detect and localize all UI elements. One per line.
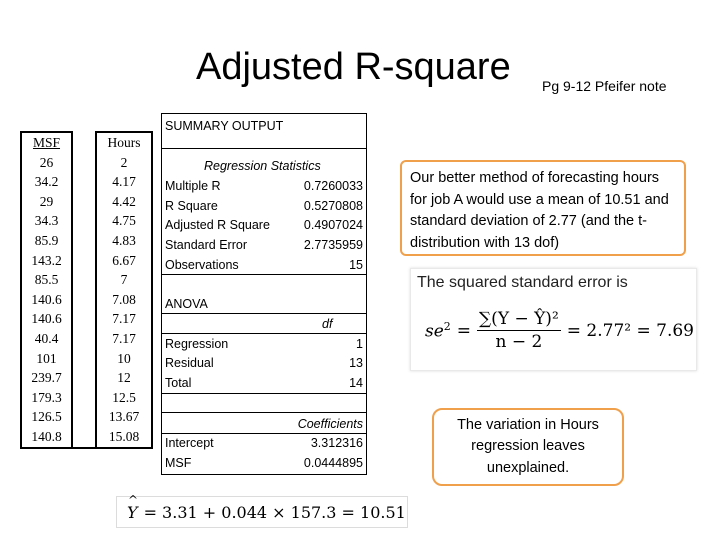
formula-lhs-exponent: 2 [443, 319, 451, 333]
coefficients-heading: Coefficients [297, 417, 363, 431]
regression-statistics-heading: Regression Statistics [204, 159, 321, 173]
reg-stat-label: Multiple R [165, 179, 221, 193]
hours-cell: 7.08 [96, 290, 152, 310]
page-title: Adjusted R-square [196, 46, 511, 88]
data-table-header-row [21, 132, 152, 153]
msf-cell: 26 [21, 153, 72, 173]
squared-error-formula [425, 309, 694, 352]
reg-stat-label: Standard Error [165, 238, 247, 252]
table-row [21, 309, 152, 329]
summary-heading: SUMMARY OUTPUT [165, 119, 284, 133]
variation-callout: The variation in Hours regression leaves unexplained. [432, 408, 624, 486]
msf-cell: 101 [21, 349, 72, 369]
anova-row-label: Residual [165, 356, 214, 370]
hours-cell: 4.75 [96, 211, 152, 231]
table-row [21, 172, 152, 192]
table-row [21, 329, 152, 349]
y-hat-symbol: ^ Y [127, 503, 138, 522]
hours-column-header: Hours [96, 132, 152, 153]
anova-heading: ANOVA [165, 297, 208, 311]
data-table-body [21, 153, 152, 448]
hours-cell: 4.17 [96, 172, 152, 192]
formula-result: = 2.77² = 7.69 [566, 320, 694, 341]
reg-stat-label: Adjusted R Square [165, 218, 270, 232]
msf-cell: 40.4 [21, 329, 72, 349]
msf-cell: 179.3 [21, 388, 72, 408]
reg-stat-label: Observations [165, 258, 239, 272]
summary-output-table [161, 113, 367, 475]
reg-stat-value: 0.4907024 [303, 218, 363, 232]
msf-cell: 29 [21, 192, 72, 212]
coefficient-label: Intercept [165, 436, 214, 450]
hours-cell: 7.17 [96, 329, 152, 349]
reg-stat-value: 0.5270808 [303, 199, 363, 213]
prediction-equation [116, 496, 408, 528]
table-row [21, 251, 152, 271]
hours-cell: 2 [96, 153, 152, 173]
msf-column-header: MSF [21, 132, 72, 153]
msf-cell: 126.5 [21, 407, 72, 427]
msf-cell: 34.3 [21, 211, 72, 231]
prediction-expression: = 3.31 + 0.044 × 157.3 = 10.51 [143, 502, 406, 522]
table-row [21, 290, 152, 310]
formula-numerator: ∑(Y − Ŷ)² [479, 309, 559, 329]
reg-stat-label: R Square [165, 199, 218, 213]
data-table [20, 131, 153, 449]
reg-stat-value: 0.7260033 [303, 179, 363, 193]
msf-cell: 85.5 [21, 270, 72, 290]
anova-row-value: 14 [349, 376, 363, 390]
df-heading: df [322, 317, 333, 331]
hours-cell: 10 [96, 349, 152, 369]
formula-equals: = [456, 320, 472, 341]
hours-cell: 4.42 [96, 192, 152, 212]
table-row [21, 211, 152, 231]
coefficient-value: 0.0444895 [303, 456, 363, 470]
msf-cell: 143.2 [21, 251, 72, 271]
formula-fraction [477, 309, 561, 352]
msf-cell: 140.6 [21, 309, 72, 329]
msf-cell: 140.6 [21, 290, 72, 310]
page-subtitle: Pg 9-12 Pfeifer note [542, 78, 667, 94]
reg-stat-value: 15 [349, 258, 363, 272]
msf-cell: 34.2 [21, 172, 72, 192]
anova-row-value: 13 [349, 356, 363, 370]
table-row [21, 427, 152, 448]
anova-row-label: Regression [165, 337, 229, 351]
hours-cell: 7 [96, 270, 152, 290]
anova-row-label: Total [165, 376, 192, 390]
table-row [21, 407, 152, 427]
reg-stat-value: 2.7735959 [303, 238, 363, 252]
table-row [21, 270, 152, 290]
formula-denominator: n − 2 [495, 332, 543, 352]
forecast-callout: Our better method of forecasting hours for job A would use a mean of 10.51 and standard deviation of 2.77 (and the t-distribution with 13 dof) [400, 160, 686, 256]
table-row [21, 192, 152, 212]
coefficient-label: MSF [165, 456, 192, 470]
table-row [21, 231, 152, 251]
table-row [21, 368, 152, 388]
squared-standard-error-box [410, 268, 697, 371]
squared-error-title: The squared standard error is [417, 274, 628, 291]
msf-cell: 239.7 [21, 368, 72, 388]
hours-cell: 12 [96, 368, 152, 388]
table-row [21, 349, 152, 369]
hours-cell: 12.5 [96, 388, 152, 408]
hours-cell: 13.67 [96, 407, 152, 427]
formula-lhs: se [425, 321, 444, 342]
hours-cell: 7.17 [96, 309, 152, 329]
table-row [21, 153, 152, 173]
msf-cell: 85.9 [21, 231, 72, 251]
table-row [21, 388, 152, 408]
hours-cell: 6.67 [96, 251, 152, 271]
anova-row-value: 1 [356, 337, 363, 351]
hours-cell: 15.08 [96, 427, 152, 448]
msf-cell: 140.8 [21, 427, 72, 448]
coefficient-value: 3.312316 [310, 436, 363, 450]
hours-cell: 4.83 [96, 231, 152, 251]
